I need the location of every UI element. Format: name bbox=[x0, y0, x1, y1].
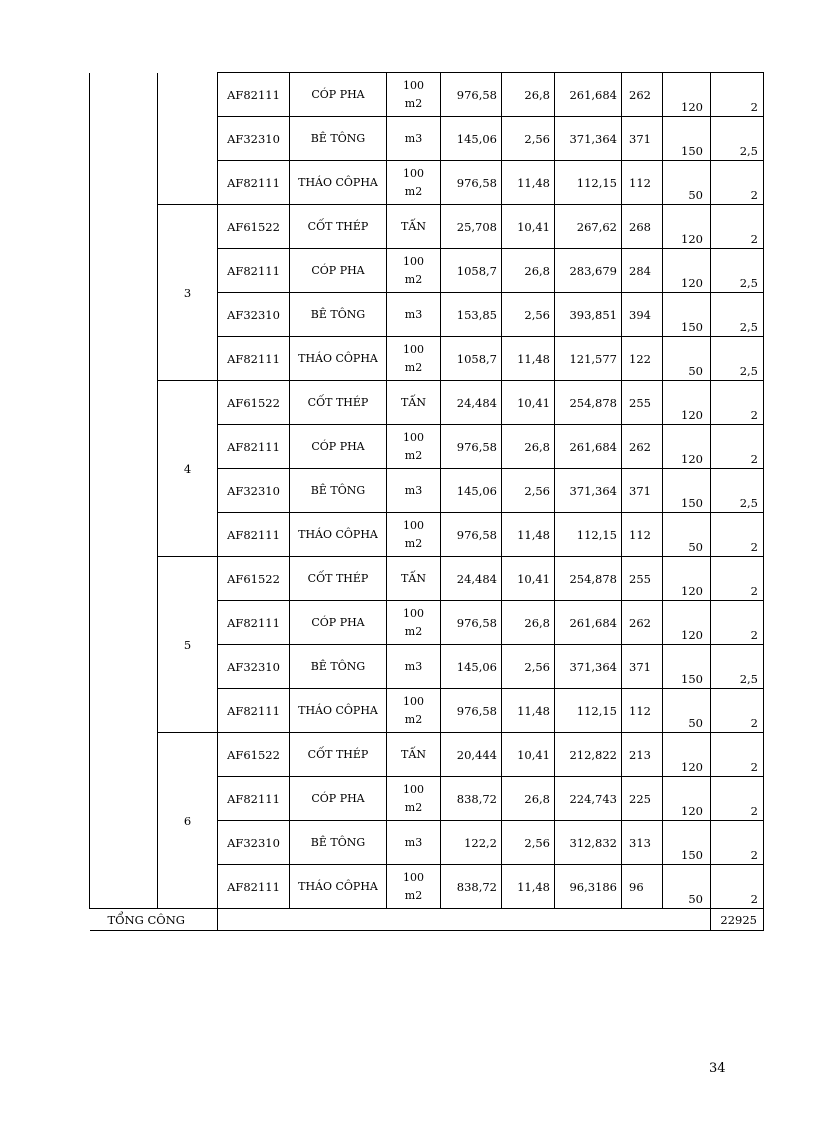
labor-cell: 261,684 bbox=[555, 73, 622, 117]
rounded-labor-cell: 371 bbox=[622, 645, 663, 689]
group-cell: 4 bbox=[158, 381, 218, 557]
group-cell: 6 bbox=[158, 733, 218, 909]
item-column-cell bbox=[90, 73, 158, 909]
labor-cell: 96,3186 bbox=[555, 865, 622, 909]
name-cell: THÁO CÔPHA bbox=[290, 161, 387, 205]
rounded-labor-cell: 112 bbox=[622, 161, 663, 205]
labor-cell: 261,684 bbox=[555, 425, 622, 469]
labor-cell: 112,15 bbox=[555, 513, 622, 557]
days-cell: 120 bbox=[663, 733, 711, 777]
code-cell: AF32310 bbox=[218, 117, 290, 161]
rounded-labor-cell: 225 bbox=[622, 777, 663, 821]
quantity-cell: 25,708 bbox=[441, 205, 502, 249]
norm-cell: 26,8 bbox=[502, 249, 555, 293]
total-spacer bbox=[218, 909, 711, 931]
norm-cell: 2,56 bbox=[502, 821, 555, 865]
table-row bbox=[90, 381, 764, 425]
labor-cell: 371,364 bbox=[555, 469, 622, 513]
quantity-cell: 976,58 bbox=[441, 73, 502, 117]
page-number: 34 bbox=[709, 1061, 726, 1076]
quantity-cell: 145,06 bbox=[441, 469, 502, 513]
unit-cell: TẤN bbox=[387, 557, 441, 601]
name-cell: CỐT THÉP bbox=[290, 733, 387, 777]
days-cell: 120 bbox=[663, 205, 711, 249]
name-cell: BÊ TÔNG bbox=[290, 645, 387, 689]
days-cell: 150 bbox=[663, 645, 711, 689]
code-cell: AF82111 bbox=[218, 425, 290, 469]
name-cell: CỐT THÉP bbox=[290, 205, 387, 249]
days-cell: 120 bbox=[663, 381, 711, 425]
coefficient-cell: 2 bbox=[711, 425, 764, 469]
table-row bbox=[90, 733, 764, 777]
name-cell: CÓP PHA bbox=[290, 777, 387, 821]
name-cell: CỐT THÉP bbox=[290, 381, 387, 425]
days-cell: 50 bbox=[663, 865, 711, 909]
norm-cell: 2,56 bbox=[502, 469, 555, 513]
norm-cell: 10,41 bbox=[502, 733, 555, 777]
rounded-labor-cell: 112 bbox=[622, 513, 663, 557]
quantity-cell: 24,484 bbox=[441, 557, 502, 601]
code-cell: AF61522 bbox=[218, 205, 290, 249]
quantity-cell: 1058,7 bbox=[441, 249, 502, 293]
unit-cell: m3 bbox=[387, 293, 441, 337]
code-cell: AF82111 bbox=[218, 689, 290, 733]
name-cell: BÊ TÔNG bbox=[290, 293, 387, 337]
unit-cell: 100 m2 bbox=[387, 425, 441, 469]
rounded-labor-cell: 394 bbox=[622, 293, 663, 337]
quantity-cell: 145,06 bbox=[441, 645, 502, 689]
labor-cell: 121,577 bbox=[555, 337, 622, 381]
rounded-labor-cell: 268 bbox=[622, 205, 663, 249]
unit-cell: 100 m2 bbox=[387, 865, 441, 909]
name-cell: CÓP PHA bbox=[290, 425, 387, 469]
rounded-labor-cell: 284 bbox=[622, 249, 663, 293]
rounded-labor-cell: 255 bbox=[622, 381, 663, 425]
norm-cell: 11,48 bbox=[502, 337, 555, 381]
name-cell: CÓP PHA bbox=[290, 73, 387, 117]
rounded-labor-cell: 262 bbox=[622, 425, 663, 469]
unit-cell: m3 bbox=[387, 821, 441, 865]
name-cell: CÓP PHA bbox=[290, 249, 387, 293]
norm-cell: 26,8 bbox=[502, 73, 555, 117]
labor-cell: 312,832 bbox=[555, 821, 622, 865]
unit-cell: 100 m2 bbox=[387, 601, 441, 645]
quantity-cell: 976,58 bbox=[441, 161, 502, 205]
norm-cell: 26,8 bbox=[502, 777, 555, 821]
code-cell: AF82111 bbox=[218, 865, 290, 909]
unit-cell: 100 m2 bbox=[387, 337, 441, 381]
name-cell: CỐT THÉP bbox=[290, 557, 387, 601]
coefficient-cell: 2,5 bbox=[711, 293, 764, 337]
norm-cell: 2,56 bbox=[502, 293, 555, 337]
table-body bbox=[90, 73, 764, 931]
unit-cell: 100 m2 bbox=[387, 513, 441, 557]
norm-cell: 26,8 bbox=[502, 601, 555, 645]
unit-cell: 100 m2 bbox=[387, 777, 441, 821]
name-cell: THÁO CÔPHA bbox=[290, 513, 387, 557]
unit-cell: 100 m2 bbox=[387, 249, 441, 293]
norm-cell: 26,8 bbox=[502, 425, 555, 469]
unit-cell: 100 m2 bbox=[387, 689, 441, 733]
labor-cell: 267,62 bbox=[555, 205, 622, 249]
name-cell: BÊ TÔNG bbox=[290, 117, 387, 161]
code-cell: AF82111 bbox=[218, 601, 290, 645]
labor-cell: 112,15 bbox=[555, 161, 622, 205]
quantity-cell: 122,2 bbox=[441, 821, 502, 865]
code-cell: AF61522 bbox=[218, 733, 290, 777]
coefficient-cell: 2 bbox=[711, 381, 764, 425]
coefficient-cell: 2,5 bbox=[711, 337, 764, 381]
code-cell: AF82111 bbox=[218, 513, 290, 557]
norm-cell: 2,56 bbox=[502, 645, 555, 689]
code-cell: AF61522 bbox=[218, 381, 290, 425]
code-cell: AF32310 bbox=[218, 469, 290, 513]
code-cell: AF82111 bbox=[218, 777, 290, 821]
rounded-labor-cell: 112 bbox=[622, 689, 663, 733]
coefficient-cell: 2 bbox=[711, 601, 764, 645]
group-cell bbox=[158, 73, 218, 205]
coefficient-cell: 2,5 bbox=[711, 645, 764, 689]
code-cell: AF82111 bbox=[218, 337, 290, 381]
quantity-cell: 976,58 bbox=[441, 425, 502, 469]
coefficient-cell: 2 bbox=[711, 73, 764, 117]
coefficient-cell: 2 bbox=[711, 161, 764, 205]
name-cell: THÁO CÔPHA bbox=[290, 689, 387, 733]
coefficient-cell: 2 bbox=[711, 689, 764, 733]
table-row bbox=[90, 557, 764, 601]
coefficient-cell: 2 bbox=[711, 821, 764, 865]
code-cell: AF82111 bbox=[218, 249, 290, 293]
days-cell: 120 bbox=[663, 425, 711, 469]
name-cell: CÓP PHA bbox=[290, 601, 387, 645]
labor-cell: 254,878 bbox=[555, 557, 622, 601]
norm-cell: 10,41 bbox=[502, 205, 555, 249]
code-cell: AF32310 bbox=[218, 293, 290, 337]
labor-cell: 283,679 bbox=[555, 249, 622, 293]
days-cell: 120 bbox=[663, 73, 711, 117]
code-cell: AF82111 bbox=[218, 73, 290, 117]
total-row bbox=[90, 909, 764, 931]
quantity-cell: 976,58 bbox=[441, 513, 502, 557]
total-label: TỔNG CÔNG bbox=[90, 909, 218, 931]
days-cell: 150 bbox=[663, 821, 711, 865]
name-cell: BÊ TÔNG bbox=[290, 469, 387, 513]
name-cell: BÊ TÔNG bbox=[290, 821, 387, 865]
unit-cell: m3 bbox=[387, 469, 441, 513]
labor-cell: 212,822 bbox=[555, 733, 622, 777]
group-cell: 3 bbox=[158, 205, 218, 381]
rounded-labor-cell: 122 bbox=[622, 337, 663, 381]
name-cell: THÁO CÔPHA bbox=[290, 337, 387, 381]
days-cell: 150 bbox=[663, 293, 711, 337]
norm-cell: 2,56 bbox=[502, 117, 555, 161]
coefficient-cell: 2,5 bbox=[711, 249, 764, 293]
quantity-cell: 153,85 bbox=[441, 293, 502, 337]
coefficient-cell: 2 bbox=[711, 205, 764, 249]
coefficient-cell: 2 bbox=[711, 557, 764, 601]
labor-cell: 254,878 bbox=[555, 381, 622, 425]
unit-cell: TẤN bbox=[387, 733, 441, 777]
days-cell: 50 bbox=[663, 513, 711, 557]
rounded-labor-cell: 262 bbox=[622, 73, 663, 117]
coefficient-cell: 2 bbox=[711, 513, 764, 557]
unit-cell: m3 bbox=[387, 645, 441, 689]
total-value: 22925 bbox=[711, 909, 764, 931]
norm-cell: 10,41 bbox=[502, 381, 555, 425]
quantity-cell: 838,72 bbox=[441, 777, 502, 821]
days-cell: 50 bbox=[663, 689, 711, 733]
rounded-labor-cell: 371 bbox=[622, 469, 663, 513]
unit-cell: m3 bbox=[387, 117, 441, 161]
work-volume-table bbox=[89, 72, 764, 931]
unit-cell: 100 m2 bbox=[387, 161, 441, 205]
rounded-labor-cell: 96 bbox=[622, 865, 663, 909]
coefficient-cell: 2 bbox=[711, 777, 764, 821]
quantity-cell: 1058,7 bbox=[441, 337, 502, 381]
labor-cell: 371,364 bbox=[555, 117, 622, 161]
rounded-labor-cell: 255 bbox=[622, 557, 663, 601]
quantity-cell: 976,58 bbox=[441, 601, 502, 645]
norm-cell: 11,48 bbox=[502, 865, 555, 909]
quantity-cell: 838,72 bbox=[441, 865, 502, 909]
days-cell: 120 bbox=[663, 777, 711, 821]
days-cell: 120 bbox=[663, 557, 711, 601]
days-cell: 150 bbox=[663, 117, 711, 161]
coefficient-cell: 2 bbox=[711, 733, 764, 777]
code-cell: AF61522 bbox=[218, 557, 290, 601]
norm-cell: 11,48 bbox=[502, 513, 555, 557]
rounded-labor-cell: 262 bbox=[622, 601, 663, 645]
quantity-cell: 20,444 bbox=[441, 733, 502, 777]
norm-cell: 11,48 bbox=[502, 161, 555, 205]
unit-cell: TẤN bbox=[387, 205, 441, 249]
coefficient-cell: 2 bbox=[711, 865, 764, 909]
labor-cell: 393,851 bbox=[555, 293, 622, 337]
quantity-cell: 145,06 bbox=[441, 117, 502, 161]
table-row bbox=[90, 73, 764, 117]
days-cell: 50 bbox=[663, 337, 711, 381]
days-cell: 50 bbox=[663, 161, 711, 205]
code-cell: AF82111 bbox=[218, 161, 290, 205]
labor-cell: 261,684 bbox=[555, 601, 622, 645]
name-cell: THÁO CÔPHA bbox=[290, 865, 387, 909]
coefficient-cell: 2,5 bbox=[711, 117, 764, 161]
norm-cell: 10,41 bbox=[502, 557, 555, 601]
labor-cell: 224,743 bbox=[555, 777, 622, 821]
code-cell: AF32310 bbox=[218, 645, 290, 689]
quantity-cell: 976,58 bbox=[441, 689, 502, 733]
coefficient-cell: 2,5 bbox=[711, 469, 764, 513]
rounded-labor-cell: 213 bbox=[622, 733, 663, 777]
days-cell: 150 bbox=[663, 469, 711, 513]
unit-cell: TẤN bbox=[387, 381, 441, 425]
group-cell: 5 bbox=[158, 557, 218, 733]
days-cell: 120 bbox=[663, 249, 711, 293]
labor-cell: 371,364 bbox=[555, 645, 622, 689]
labor-cell: 112,15 bbox=[555, 689, 622, 733]
rounded-labor-cell: 313 bbox=[622, 821, 663, 865]
code-cell: AF32310 bbox=[218, 821, 290, 865]
days-cell: 120 bbox=[663, 601, 711, 645]
rounded-labor-cell: 371 bbox=[622, 117, 663, 161]
table-row bbox=[90, 205, 764, 249]
unit-cell: 100 m2 bbox=[387, 73, 441, 117]
norm-cell: 11,48 bbox=[502, 689, 555, 733]
quantity-cell: 24,484 bbox=[441, 381, 502, 425]
